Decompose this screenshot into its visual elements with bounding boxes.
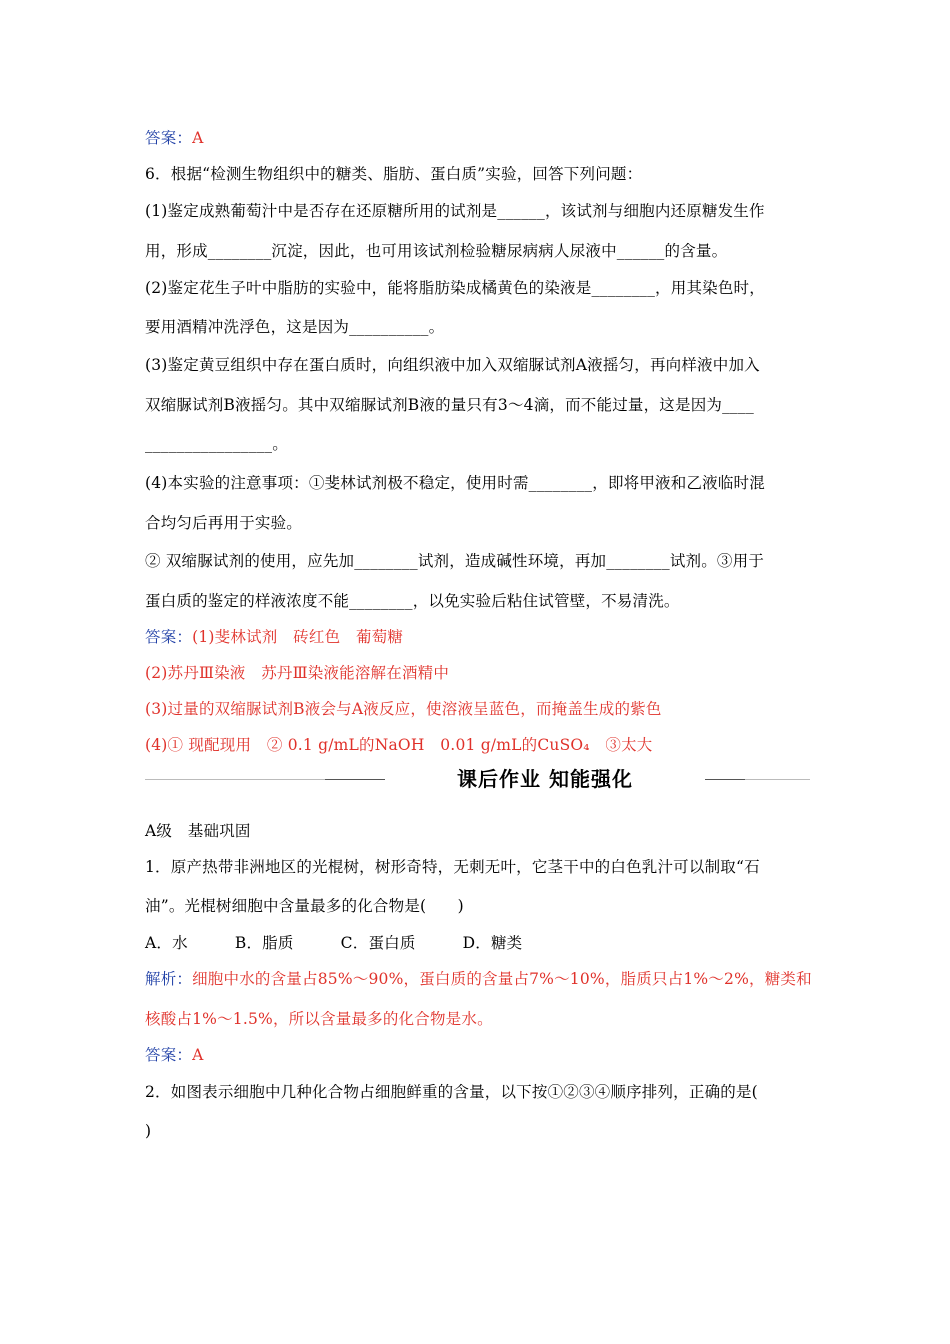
answer-value: A <box>192 129 204 147</box>
question-text: 2．如图表示细胞中几种化合物占细胞鲜重的含量，以下按①②③④顺序排列，正确的是( <box>145 1083 758 1101</box>
question-stem: 6．根据“检测生物组织中的糖类、脂肪、蛋白质”实验，回答下列问题： <box>145 165 643 183</box>
answer-text: (1)斐林试剂 砖红色 葡萄糖 <box>192 628 404 646</box>
analysis-text: 核酸占1%～1.5%，所以含量最多的化合物是水。 <box>145 1010 493 1028</box>
divider-line <box>325 779 385 780</box>
answer-text: (4)① 现配现用 ② 0.1 g/mL的NaOH 0.01 g/mL的CuSO₄ ③太大 <box>145 736 653 754</box>
section-heading <box>145 764 810 794</box>
question-text: (2)鉴定花生子叶中脂肪的实验中，能将脂肪染成橘黄色的染液是________，用其染色时， <box>145 279 765 297</box>
section-title: 课后作业 知能强化 <box>457 767 633 791</box>
answer-label: 答案： <box>145 628 193 646</box>
question-options: A．水 B．脂质 C．蛋白质 D．糖类 <box>145 934 523 952</box>
analysis-line <box>145 968 810 990</box>
question-text: 双缩脲试剂B液摇匀。其中双缩脲试剂B液的量只有3～4滴，而不能过量，这是因为____ <box>145 396 754 414</box>
question-text: (3)鉴定黄豆组织中存在蛋白质时，向组织液中加入双缩脲试剂A液摇匀，再向样液中加入 <box>145 356 760 374</box>
question-text: 蛋白质的鉴定的样液浓度不能________，以免实验后粘住试管壁，不易清洗。 <box>145 592 680 610</box>
question-text: (1)鉴定成熟葡萄汁中是否存在还原糖所用的试剂是______，该试剂与细胞内还原糖发生作 <box>145 202 765 220</box>
analysis-label: 解析： <box>145 970 193 988</box>
answer-value: A <box>192 1046 204 1064</box>
divider-line <box>705 779 745 780</box>
question-text: ) <box>145 1122 152 1140</box>
question-text: ________________。 <box>145 435 288 453</box>
question-text: (4)本实验的注意事项：①斐林试剂极不稳定，使用时需________，即将甲液和乙液临时混 <box>145 474 765 492</box>
level-heading: A级 基础巩固 <box>145 822 251 840</box>
question-text: 要用酒精冲洗浮色，这是因为__________。 <box>145 318 445 336</box>
question-text: 油”。光棍树细胞中含量最多的化合物是( ) <box>145 897 464 915</box>
answer-text: (3)过量的双缩脲试剂B液会与A液反应，使溶液呈蓝色，而掩盖生成的紫色 <box>145 700 662 718</box>
question-text: 用，形成________沉淀，因此，也可用该试剂检验糖尿病病人尿液中______的含量。 <box>145 242 728 260</box>
answer-line <box>145 127 810 149</box>
question-text: 合均匀后再用于实验。 <box>145 514 303 532</box>
answer-text: (2)苏丹Ⅲ染液 苏丹Ⅲ染液能溶解在酒精中 <box>145 664 450 682</box>
answer-label: 答案： <box>145 1046 193 1064</box>
answer-line <box>145 1044 810 1066</box>
question-text: ② 双缩脲试剂的使用，应先加________试剂，造成碱性环境，再加________试剂。③用于 <box>145 552 765 570</box>
answer-line <box>145 626 810 648</box>
analysis-text: 细胞中水的含量占85%～90%，蛋白质的含量占7%～10%，脂质只占1%～2%，糖类和 <box>192 970 812 988</box>
question-text: 1．原产热带非洲地区的光棍树，树形奇特，无刺无叶，它茎干中的白色乳汁可以制取“石 <box>145 858 760 876</box>
answer-label: 答案： <box>145 129 193 147</box>
